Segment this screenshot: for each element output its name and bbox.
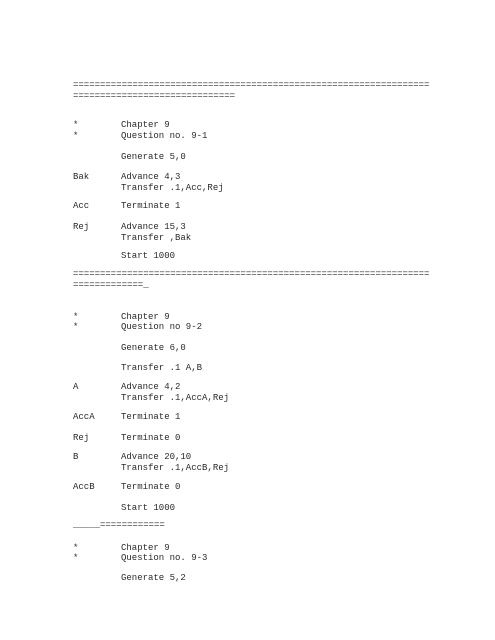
separator-rule: ================================================================== [73,269,430,279]
statement: Transfer .1 A,B [121,363,203,373]
block-label: Rej [73,222,90,232]
comment-marker: * [73,312,79,322]
comment-marker: * [73,131,79,141]
block-label: B [73,452,79,462]
comment-text: Chapter 9 [121,312,170,322]
statement: Advance 4,3 [121,172,181,182]
comment-marker: * [73,543,79,553]
separator-rule: =============_ [73,280,149,290]
block-label: Bak [73,172,90,182]
comment-text: Chapter 9 [121,120,170,130]
comment-text: Chapter 9 [121,543,170,553]
statement: Generate 5,2 [121,573,186,583]
statement: Transfer .1,AccB,Rej [121,463,230,473]
statement: Start 1000 [121,503,176,513]
statement: Advance 15,3 [121,222,186,232]
statement: Terminate 0 [121,482,181,492]
block-label: Rej [73,433,90,443]
block-label: AccB [73,482,95,492]
statement: Transfer ,Bak [121,233,192,243]
statement: Generate 5,0 [121,152,186,162]
statement: Advance 20,10 [121,452,192,462]
statement: Transfer .1,AccA,Rej [121,393,230,403]
block-label: Acc [73,201,90,211]
comment-text: Question no. 9-1 [121,131,208,141]
separator-rule: ============================== [73,91,236,101]
comment-marker: * [73,322,79,332]
comment-text: Question no. 9-3 [121,553,208,563]
separator-rule: _____============ [73,520,165,530]
statement: Terminate 0 [121,433,181,443]
block-label: A [73,382,79,392]
block-label: AccA [73,412,95,422]
statement: Transfer .1,Acc,Rej [121,183,224,193]
comment-text: Question no 9-2 [121,322,203,332]
statement: Start 1000 [121,251,176,261]
statement: Generate 6,0 [121,343,186,353]
statement: Advance 4,2 [121,382,181,392]
statement: Terminate 1 [121,201,181,211]
statement: Terminate 1 [121,412,181,422]
separator-rule: ================================================================== [73,80,430,90]
comment-marker: * [73,120,79,130]
comment-marker: * [73,553,79,563]
